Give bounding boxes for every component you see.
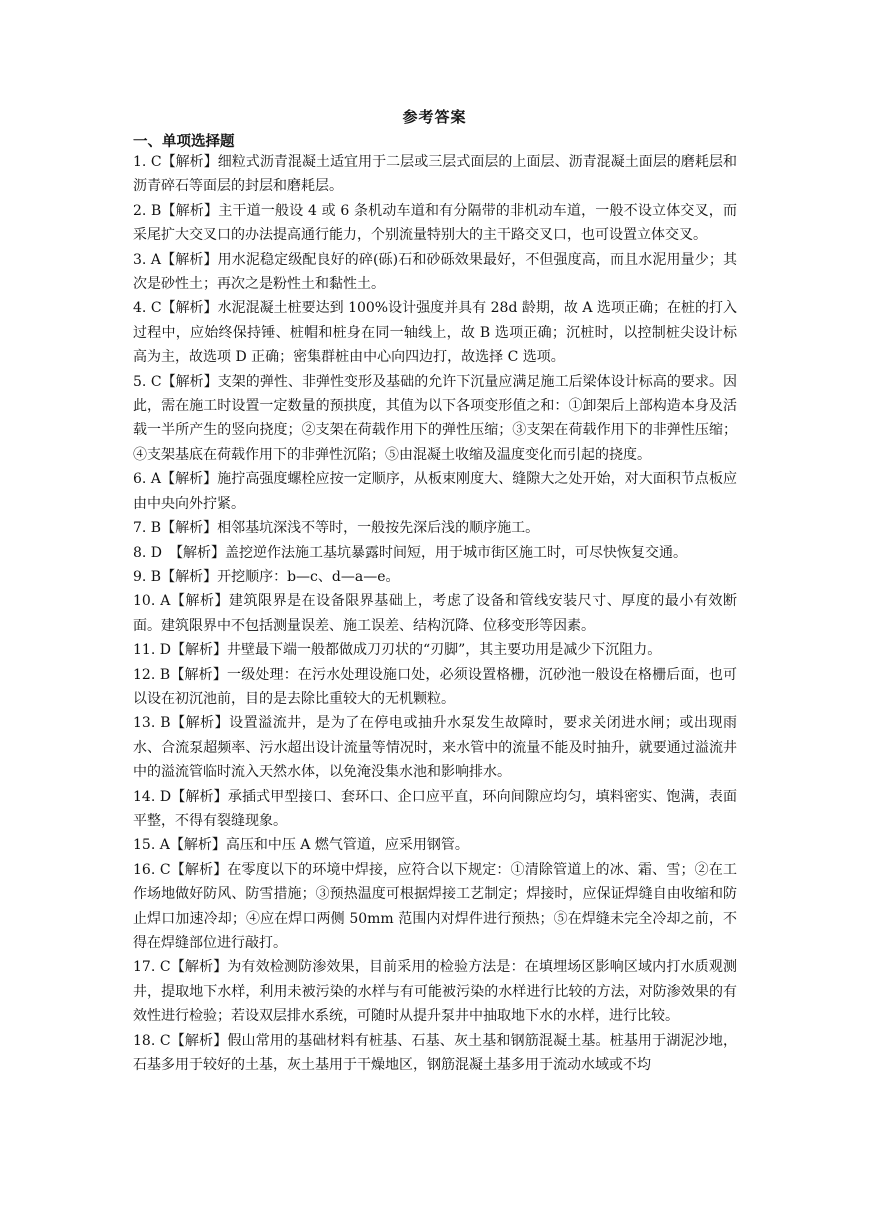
answer-item-17: 17. C【解析】为有效检测防渗效果，目前采用的检验方法是：在填埋场区影响区域内打水质观测井，提取地下水样，利用未被污染的水样与有可能被污染的水样进行比较的方法，对防渗效果的有效性进行检验；若设双层排水系统，可随时从提升泵井中抽取地下水的水样，进行比较。 (133, 959, 737, 1025)
answer-item-1: 1. C【解析】细粒式沥青混凝土适宜用于二层或三层式面层的上面层、沥青混凝土面层的磨耗层和沥青碎石等面层的封层和磨耗层。 (133, 154, 737, 195)
answer-item-10: 10. A【解析】建筑限界是在设备限界基础上，考虑了设备和管线安装尺寸、厚度的最小有效断面。建筑限界中不包括测量误差、施工误差、结构沉降、位移变形等因素。 (133, 593, 737, 634)
answer-item-15: 15. A【解析】高压和中压 A 燃气管道，应采用钢管。 (133, 837, 469, 854)
page-title: 参考答案 (402, 108, 467, 126)
answer-item-13: 13. B【解析】设置溢流井，是为了在停电或抽升水泵发生故障时，要求关闭进水闸；或出现雨水、合流泵超频率、污水超出设计流量等情况时，来水管中的流量不能及时抽升，就要通过溢流井中的溢流管临时流入天然水体，以免淹没集水池和影响排水。 (133, 715, 737, 781)
answer-item-4: 4. C【解析】水泥混凝土桩要达到 100%设计强度并具有 28d 龄期，故 A 选项正确；在桩的打入过程中，应始终保持锤、桩帽和桩身在同一轴线上，故 B 选项正确；沉桩时，以控制桩尖设计标高为主，故选项 D 正确；密集群桩由中心向四边打，故选择 C 选项。 (133, 300, 737, 366)
answer-item-5: 5. C【解析】支架的弹性、非弹性变形及基础的允许下沉量应满足施工后梁体设计标高的要求。因此，需在施工时设置一定数量的预拱度，其值为以下各项变形值之和：①卸架后上部构造本身及活载一半所产生的竖向挠度；②支架在荷载作用下的弹性压缩；③支架在荷载作用下的非弹性压缩；④支架基底在荷载作用下的非弹性沉陷；⑤由混凝土收缩及温度变化而引起的挠度。 (133, 373, 737, 463)
answer-item-16: 16. C【解析】在零度以下的环境中焊接，应符合以下规定：①清除管道上的冰、霜、雪；②在工作场地做好防风、防雪措施；③预热温度可根据焊接工艺制定；焊接时，应保证焊缝自由收缩和防止焊口加速冷却；④应在焊口两侧 50mm 范围内对焊件进行预热；⑤在焊缝未完全冷却之前，不得在焊缝部位进行敲打。 (133, 861, 737, 951)
answer-item-8: 8. D 【解析】盖挖逆作法施工基坑暴露时间短，用于城市街区施工时，可尽快恢复交通。 (133, 544, 688, 561)
answer-item-6: 6. A【解析】施拧高强度螺栓应按一定顺序，从板束刚度大、缝隙大之处开始，对大面积节点板应由中央向外拧紧。 (133, 471, 737, 512)
answer-item-2: 2. B【解析】主干道一般设 4 或 6 条机动车道和有分隔带的非机动车道，一般不设立体交叉，而采尾扩大交叉口的办法提高通行能力，个别流量特别大的主干路交叉口，也可设置立体交叉。 (133, 202, 737, 244)
answer-item-3: 3. A【解析】用水泥稳定级配良好的碎(砾)石和砂砾效果最好，不但强度高，而且水泥用量少；其次是砂性土；再次之是粉性土和黏性土。 (133, 251, 737, 293)
answer-item-11: 11. D【解析】井壁最下端一般都做成刀刃状的“刃脚”，其主要功用是减少下沉阻力。 (133, 642, 662, 659)
answer-list (133, 150, 737, 1077)
answer-item-12: 12. B【解析】一级处理：在污水处理设施口处，必须设置格栅，沉砂池一般设在格栅后面，也可以设在初沉池前，目的是去除比重较大的无机颗粒。 (133, 666, 737, 707)
answer-item-18: 18. C【解析】假山常用的基础材料有桩基、石基、灰土基和钢筋混凝土基。桩基用于湖泥沙地，石基多用于较好的土基，灰土基用于干燥地区，钢筋混凝土基多用于流动水域或不均 (133, 1032, 737, 1074)
answer-item-9: 9. B【解析】开挖顺序：b—c、d—a—e。 (133, 568, 400, 585)
section-heading: 一、单项选择题 (133, 133, 235, 150)
answer-item-14: 14. D【解析】承插式甲型接口、套环口、企口应平直，环向间隙应均匀，填料密实、饱满，表面平整，不得有裂缝现象。 (133, 788, 737, 829)
answer-item-7: 7. B【解析】相邻基坑深浅不等时，一般按先深后浅的顺序施工。 (133, 520, 540, 537)
